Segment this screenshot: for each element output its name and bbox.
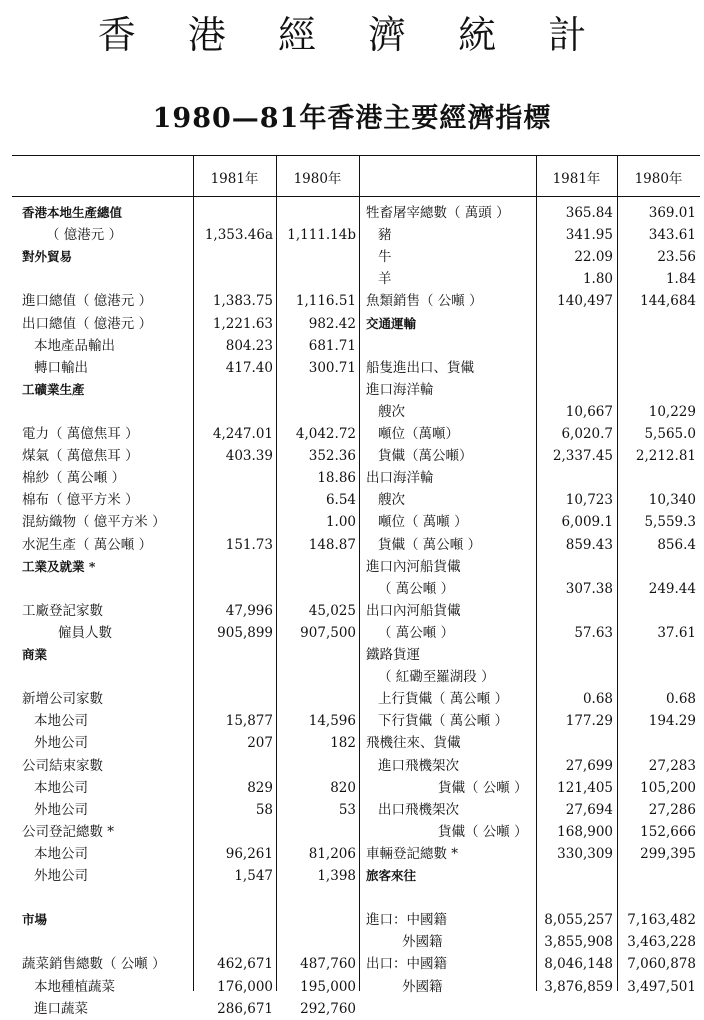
row-label: 水泥生產（ 萬公噸 ） — [22, 537, 153, 553]
value-1981: 1.80 — [582, 271, 613, 287]
value-1980: 1.84 — [665, 271, 696, 287]
value-1981: 57.63 — [574, 625, 613, 641]
value-1981 — [536, 887, 613, 909]
row-label: 進口：中國籍 — [366, 912, 447, 928]
row-label: 棉紗（ 萬公噸 ） — [22, 470, 126, 486]
row-label: 棉布（ 億平方米 ） — [22, 492, 139, 508]
value-1981: 2,337.45 — [552, 448, 613, 464]
value-1980 — [617, 467, 696, 489]
row-label: 工業及就業 * — [22, 559, 96, 574]
row-label: 僱員人數 — [58, 625, 112, 641]
row-label: 出口總值（ 億港元 ） — [22, 316, 153, 332]
value-1980: 5,559.3 — [644, 514, 696, 530]
value-1980 — [276, 644, 356, 666]
value-1980: 14,596 — [308, 713, 356, 729]
table-top-rule — [12, 155, 700, 156]
row-label: 工廠登記家數 — [22, 603, 103, 619]
value-1980: 4,042.72 — [295, 426, 356, 442]
row-label: 交通運輸 — [366, 316, 417, 331]
value-1980: 2,212.81 — [635, 448, 696, 464]
row-label: 商業 — [22, 647, 48, 662]
value-1980 — [276, 202, 356, 224]
value-1980: 820 — [330, 780, 356, 796]
row-label — [22, 666, 192, 688]
value-1981: 341.95 — [565, 227, 613, 243]
value-1980 — [276, 666, 356, 688]
row-label: 外地公司 — [34, 735, 88, 751]
value-1980 — [617, 335, 696, 357]
value-1981: 403.39 — [225, 448, 273, 464]
row-label: 外地公司 — [34, 868, 88, 884]
row-label: 外地公司 — [34, 802, 88, 818]
value-1981: 804.23 — [225, 338, 273, 354]
value-1980: 148.87 — [308, 537, 356, 553]
row-label: 工礦業生產 — [22, 382, 85, 397]
value-1980 — [617, 732, 696, 754]
value-1980: 18.86 — [317, 470, 356, 486]
row-label — [22, 401, 192, 423]
value-1980: 907,500 — [300, 625, 356, 641]
row-label: 貨儎（ 公噸 ） — [438, 780, 528, 796]
value-1981: 15,877 — [225, 713, 273, 729]
column-header-right-1981: 1981年 — [552, 171, 601, 187]
row-label: 本地公司 — [34, 780, 88, 796]
value-1981 — [193, 246, 273, 268]
row-label: 蔬菜銷售總數（ 公噸 ） — [22, 956, 166, 972]
value-1981 — [536, 357, 613, 379]
value-1981: 1,221.63 — [212, 316, 273, 332]
row-label: 車輛登記總數 * — [366, 846, 459, 862]
value-1980 — [276, 688, 356, 710]
value-1980: 37.61 — [657, 625, 696, 641]
row-label — [22, 268, 192, 290]
value-1981 — [193, 202, 273, 224]
column-header-right-1980: 1980年 — [634, 171, 683, 187]
value-1981 — [193, 379, 273, 401]
value-1980: 7,163,482 — [627, 912, 696, 928]
value-1980: 369.01 — [648, 205, 696, 221]
row-label: 出口：中國籍 — [366, 956, 447, 972]
page-title: 香 港 經 濟 統 計 — [97, 13, 607, 57]
value-1981 — [193, 887, 273, 909]
value-1980: 7,060,878 — [627, 956, 696, 972]
value-1981: 3,855,908 — [544, 934, 613, 950]
value-1980: 23.56 — [657, 249, 696, 265]
row-label: 公司結束家數 — [22, 758, 103, 774]
value-1981 — [193, 666, 273, 688]
value-1980: 105,200 — [640, 780, 696, 796]
value-1980: 6.54 — [325, 492, 356, 508]
value-1981 — [536, 644, 613, 666]
value-1981: 0.68 — [582, 691, 613, 707]
value-1980 — [617, 600, 696, 622]
value-1980: 45,025 — [308, 603, 356, 619]
row-label: （ 萬公噸 ） — [378, 581, 455, 597]
value-1980: 53 — [338, 802, 356, 818]
row-label: 香港本地生產總值 — [22, 205, 123, 220]
row-label: 煤氣（ 萬億焦耳 ） — [22, 448, 139, 464]
value-1980: 144,684 — [640, 293, 696, 309]
value-1981: 307.38 — [565, 581, 613, 597]
value-1980: 856.4 — [657, 537, 696, 553]
column-divider — [359, 155, 360, 991]
value-1980: 352.36 — [308, 448, 356, 464]
value-1980 — [276, 821, 356, 843]
row-label — [22, 887, 192, 909]
row-label: 外國籍 — [402, 979, 443, 995]
value-1981 — [193, 268, 273, 290]
value-1981: 10,723 — [565, 492, 613, 508]
value-1981: 10,667 — [565, 404, 613, 420]
value-1981: 121,405 — [557, 780, 613, 796]
row-label: 牛 — [378, 249, 392, 265]
value-1980 — [617, 644, 696, 666]
row-label: 市場 — [22, 912, 48, 927]
row-label: 進口海洋輪 — [366, 382, 434, 398]
value-1981: 4,247.01 — [212, 426, 273, 442]
table-header-rule — [12, 196, 700, 197]
value-1981 — [193, 556, 273, 578]
value-1980: 982.42 — [308, 316, 356, 332]
row-label: 公司登記總數 * — [22, 824, 115, 840]
row-label: 進口飛機架次 — [378, 758, 459, 774]
value-1980: 5,565.0 — [644, 426, 696, 442]
value-1981: 286,671 — [217, 1001, 273, 1017]
value-1981 — [193, 511, 273, 533]
value-1980: 81,206 — [308, 846, 356, 862]
value-1981 — [536, 600, 613, 622]
row-label: 本地產品輸出 — [34, 338, 115, 354]
value-1981: 6,009.1 — [561, 514, 613, 530]
row-label: 豬 — [378, 227, 392, 243]
value-1980 — [617, 379, 696, 401]
value-1980: 3,463,228 — [627, 934, 696, 950]
value-1981 — [193, 401, 273, 423]
value-1980 — [276, 755, 356, 777]
row-label: 飛機往來、貨儎 — [366, 735, 461, 751]
row-label: 對外貿易 — [22, 249, 73, 264]
value-1981: 330,309 — [557, 846, 613, 862]
value-1981: 27,694 — [565, 802, 613, 818]
row-label: 羊 — [378, 271, 392, 287]
value-1980: 1.00 — [325, 514, 356, 530]
value-1980: 292,760 — [300, 1001, 356, 1017]
value-1980 — [276, 931, 356, 953]
value-1980 — [617, 357, 696, 379]
row-label: 牲畜屠宰總數（ 萬頭 ） — [366, 205, 510, 221]
value-1980 — [276, 246, 356, 268]
row-label: 貨儎（ 萬公噸 ） — [378, 537, 482, 553]
row-label: 轉口輸出 — [34, 360, 88, 376]
value-1981: 22.09 — [574, 249, 613, 265]
row-label: 本地公司 — [34, 713, 88, 729]
row-label: 貨儎（ 公噸 ） — [438, 824, 528, 840]
value-1981: 462,671 — [217, 956, 273, 972]
value-1981 — [536, 313, 613, 335]
value-1980: 681.71 — [308, 338, 356, 354]
row-label: 貨儎（萬公噸） — [378, 448, 473, 464]
value-1981: 151.73 — [225, 537, 273, 553]
row-label: 上行貨儎（ 萬公噸 ） — [378, 691, 509, 707]
value-1981: 58 — [255, 802, 273, 818]
value-1980: 152,666 — [640, 824, 696, 840]
value-1981: 1,547 — [234, 868, 273, 884]
value-1981: 168,900 — [557, 824, 613, 840]
value-1981: 8,046,148 — [544, 956, 613, 972]
value-1980: 10,340 — [648, 492, 696, 508]
row-label: （ 紅磡至羅湖段 ） — [378, 669, 495, 685]
value-1980: 182 — [330, 735, 356, 751]
value-1981: 1,383.75 — [212, 293, 273, 309]
value-1981: 417.40 — [225, 360, 273, 376]
value-1981: 905,899 — [217, 625, 273, 641]
value-1980 — [276, 556, 356, 578]
row-label — [366, 887, 534, 909]
value-1980: 1,111.14b — [287, 227, 356, 243]
value-1980 — [617, 865, 696, 887]
value-1980: 1,116.51 — [295, 293, 356, 309]
value-1981 — [536, 732, 613, 754]
value-1980 — [276, 401, 356, 423]
value-1980: 194.29 — [648, 713, 696, 729]
column-header-left-1980: 1980年 — [293, 171, 342, 187]
value-1981 — [536, 379, 613, 401]
value-1981 — [193, 931, 273, 953]
value-1980: 300.71 — [308, 360, 356, 376]
value-1981: 207 — [247, 735, 273, 751]
value-1981: 177.29 — [565, 713, 613, 729]
row-label: 本地公司 — [34, 846, 88, 862]
value-1980 — [276, 578, 356, 600]
value-1981: 3,876,859 — [544, 979, 613, 995]
value-1980 — [617, 887, 696, 909]
row-label: 新增公司家數 — [22, 691, 103, 707]
value-1980 — [617, 313, 696, 335]
row-label: 電力（ 萬億焦耳 ） — [22, 426, 139, 442]
value-1981 — [536, 556, 613, 578]
row-label: 本地種植蔬菜 — [34, 979, 115, 995]
value-1980: 0.68 — [665, 691, 696, 707]
value-1980 — [276, 887, 356, 909]
value-1980 — [276, 909, 356, 931]
row-label: 混紡織物（ 億平方米 ） — [22, 514, 166, 530]
value-1981: 27,699 — [565, 758, 613, 774]
row-label: 下行貨儎（ 萬公噸 ） — [378, 713, 509, 729]
value-1981 — [536, 467, 613, 489]
value-1981: 829 — [247, 780, 273, 796]
value-1980: 195,000 — [300, 979, 356, 995]
row-label: 魚類銷售（ 公噸 ） — [366, 293, 483, 309]
row-label: 進口內河船貨儎 — [366, 559, 461, 575]
row-label: 艘次 — [378, 404, 405, 420]
row-label: 旅客來往 — [366, 868, 417, 883]
table-title: 1980—81年香港主要經濟指標 — [152, 103, 552, 134]
value-1980 — [617, 666, 696, 688]
value-1981 — [193, 909, 273, 931]
value-1980: 27,283 — [648, 758, 696, 774]
value-1980: 343.61 — [648, 227, 696, 243]
value-1980 — [276, 379, 356, 401]
value-1980: 299,395 — [640, 846, 696, 862]
row-label: 船隻進出口、貨儎 — [366, 360, 474, 376]
row-label: 進口蔬菜 — [34, 1001, 88, 1017]
row-label: 艘次 — [378, 492, 405, 508]
value-1980: 3,497,501 — [627, 979, 696, 995]
value-1981: 859.43 — [565, 537, 613, 553]
value-1980: 1,398 — [317, 868, 356, 884]
value-1980 — [617, 556, 696, 578]
value-1981 — [193, 578, 273, 600]
row-label — [366, 335, 534, 357]
row-label — [22, 578, 192, 600]
row-label — [22, 931, 192, 953]
value-1981 — [193, 821, 273, 843]
value-1980: 10,229 — [648, 404, 696, 420]
value-1981: 365.84 — [565, 205, 613, 221]
row-label: （ 萬公噸 ） — [378, 625, 455, 641]
row-label: 外國籍 — [402, 934, 443, 950]
row-label: （ 億港元 ） — [46, 227, 123, 243]
row-label: 噸位（ 萬噸 ） — [378, 514, 468, 530]
row-label: 進口總值（ 億港元 ） — [22, 293, 153, 309]
value-1981: 8,055,257 — [544, 912, 613, 928]
value-1981: 140,497 — [557, 293, 613, 309]
value-1981: 1,353.46a — [204, 227, 273, 243]
value-1981 — [193, 467, 273, 489]
value-1981: 176,000 — [217, 979, 273, 995]
value-1981 — [536, 666, 613, 688]
row-label: 鐵路貨運 — [366, 647, 420, 663]
value-1981 — [193, 755, 273, 777]
row-label: 出口內河船貨儎 — [366, 603, 461, 619]
value-1981: 96,261 — [225, 846, 273, 862]
value-1981 — [193, 489, 273, 511]
row-label: 出口海洋輪 — [366, 470, 434, 486]
value-1981 — [193, 688, 273, 710]
value-1981 — [193, 644, 273, 666]
row-label: 噸位（萬噸） — [378, 426, 459, 442]
column-header-left-1981: 1981年 — [210, 171, 259, 187]
value-1980 — [276, 268, 356, 290]
value-1980: 27,286 — [648, 802, 696, 818]
row-label: 出口飛機架次 — [378, 802, 459, 818]
value-1980: 249.44 — [648, 581, 696, 597]
value-1981: 47,996 — [225, 603, 273, 619]
value-1981 — [536, 865, 613, 887]
value-1981: 6,020.7 — [561, 426, 613, 442]
value-1981 — [536, 335, 613, 357]
value-1980: 487,760 — [300, 956, 356, 972]
